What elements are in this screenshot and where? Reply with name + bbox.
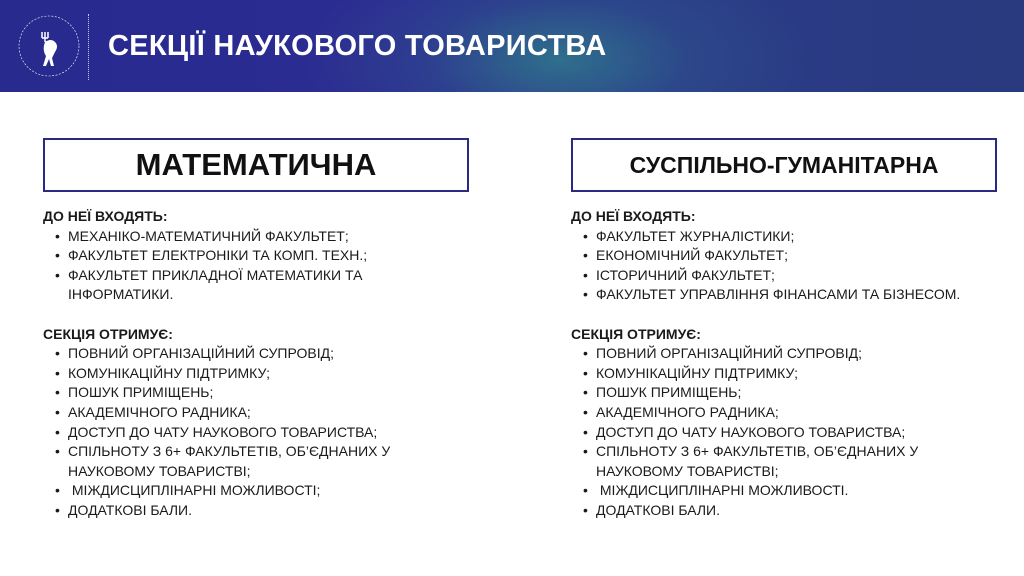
list-item: • ДОДАТКОВІ БАЛИ. <box>581 501 1001 521</box>
list-item: • ПОШУК ПРИМІЩЕНЬ; <box>53 383 473 403</box>
receives-heading: СЕКЦІЯ ОТРИМУЄ: <box>571 325 701 342</box>
list-item: • КОМУНІКАЦІЙНУ ПІДТРИМКУ; <box>53 364 473 384</box>
humanities-section-details <box>571 207 1001 521</box>
includes-list <box>53 227 473 305</box>
receives-list <box>581 344 1001 520</box>
list-item: • МЕХАНІКО-МАТЕМАТИЧНИЙ ФАКУЛЬТЕТ; <box>53 227 473 247</box>
list-item: • ДОСТУП ДО ЧАТУ НАУКОВОГО ТОВАРИСТВА; <box>53 423 473 443</box>
list-item: • ДОДАТКОВІ БАЛИ. <box>53 501 473 521</box>
list-item: • МІЖДИСЦИПЛІНАРНІ МОЖЛИВОСТІ; <box>53 481 473 501</box>
list-item: • СПІЛЬНОТУ З 6+ ФАКУЛЬТЕТІВ, ОБ’ЄДНАНИХ У НАУКОВОМУ ТОВАРИСТВІ; <box>581 442 981 481</box>
header-banner <box>0 0 1024 92</box>
university-seal-logo <box>15 12 83 80</box>
list-item: • ПОШУК ПРИМІЩЕНЬ; <box>581 383 1001 403</box>
list-item: • ІСТОРИЧНИЙ ФАКУЛЬТЕТ; <box>581 266 1001 286</box>
list-item: • КОМУНІКАЦІЙНУ ПІДТРИМКУ; <box>581 364 1001 384</box>
list-item: • ФАКУЛЬТЕТ ПРИКЛАДНОЇ МАТЕМАТИКИ ТА ІНФОРМАТИКИ. <box>53 266 443 305</box>
list-item: • ПОВНИЙ ОРГАНІЗАЦІЙНИЙ СУПРОВІД; <box>53 344 473 364</box>
list-item: • СПІЛЬНОТУ З 6+ ФАКУЛЬТЕТІВ, ОБ’ЄДНАНИХ У НАУКОВОМУ ТОВАРИСТВІ; <box>53 442 453 481</box>
list-item: • ЕКОНОМІЧНИЙ ФАКУЛЬТЕТ; <box>581 246 1001 266</box>
list-item: • МІЖДИСЦИПЛІНАРНІ МОЖЛИВОСТІ. <box>581 481 1001 501</box>
list-item: • ПОВНИЙ ОРГАНІЗАЦІЙНИЙ СУПРОВІД; <box>581 344 1001 364</box>
includes-heading: ДО НЕЇ ВХОДЯТЬ: <box>571 208 696 224</box>
page-title: СЕКЦІЇ НАУКОВОГО ТОВАРИСТВА <box>108 30 607 62</box>
section-title-math: МАТЕМАТИЧНА <box>43 138 469 192</box>
list-item: • АКАДЕМІЧНОГО РАДНИКА; <box>581 403 1001 423</box>
section-title-humanities: СУСПІЛЬНО-ГУМАНІТАРНА <box>571 138 997 192</box>
list-item: • ДОСТУП ДО ЧАТУ НАУКОВОГО ТОВАРИСТВА; <box>581 423 1001 443</box>
includes-list <box>581 227 1001 305</box>
includes-heading: ДО НЕЇ ВХОДЯТЬ: <box>43 208 168 224</box>
list-item: • ФАКУЛЬТЕТ ЖУРНАЛІСТИКИ; <box>581 227 1001 247</box>
list-item: • АКАДЕМІЧНОГО РАДНИКА; <box>53 403 473 423</box>
divider <box>88 14 89 80</box>
list-item: • ФАКУЛЬТЕТ ЕЛЕКТРОНІКИ ТА КОМП. ТЕХН.; <box>53 246 473 266</box>
math-section-details <box>43 207 473 521</box>
receives-list <box>53 344 473 520</box>
receives-heading: СЕКЦІЯ ОТРИМУЄ: <box>43 325 173 342</box>
list-item: • ФАКУЛЬТЕТ УПРАВЛІННЯ ФІНАНСАМИ ТА БІЗНЕСОМ. <box>581 285 966 305</box>
